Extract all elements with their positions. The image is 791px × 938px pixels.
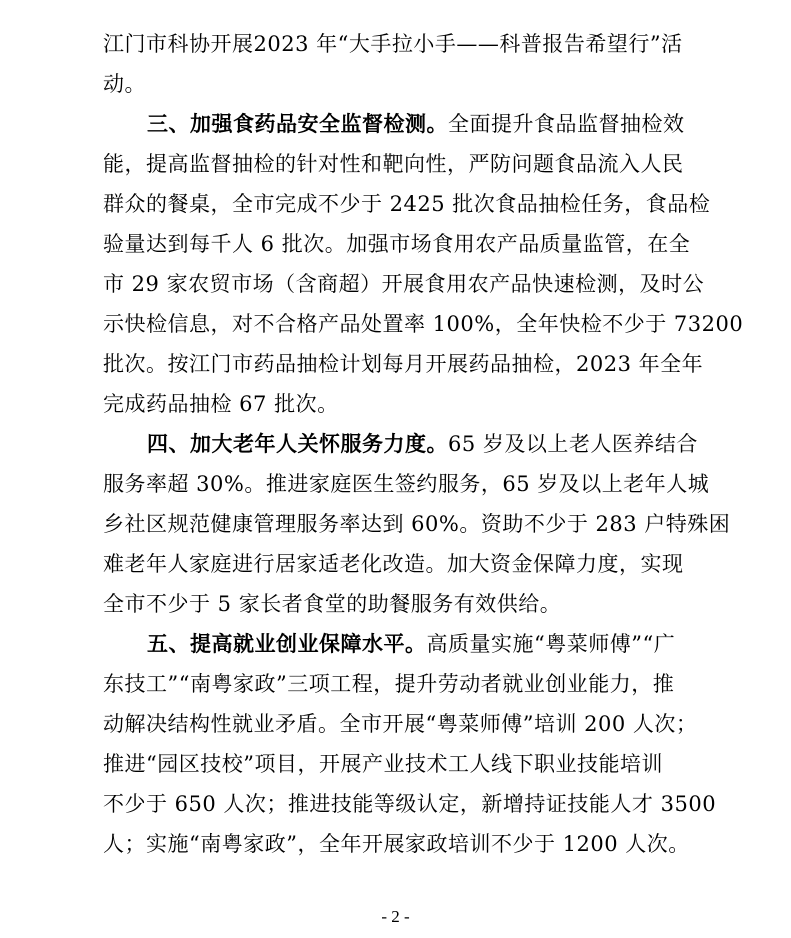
line-text: 全市不少于 5 家长者食堂的助餐服务有效供给。 <box>103 592 562 616</box>
line-text: 全面提升食品监督抽检效 <box>448 112 685 136</box>
line-text: 验量达到每千人 6 批次。加强市场食用农产品质量监管，在全 <box>103 232 691 256</box>
paragraph-line <box>103 224 690 264</box>
paragraph-line <box>103 24 683 64</box>
paragraph-line <box>103 544 684 584</box>
section-three-heading-line <box>147 104 685 144</box>
line-text: 难老年人家庭进行居家适老化改造。加大资金保障力度，实现 <box>103 552 684 576</box>
paragraph-line <box>103 504 730 544</box>
page-number: - 2 - <box>381 907 410 926</box>
line-text: 65 岁及以上老人医养结合 <box>448 432 698 456</box>
line-text: 示快检信息，对不合格产品处置率 100%，全年快检不少于 73200 <box>103 312 744 336</box>
line-text: 江门市科协开展2023 年“大手拉小手——科普报告希望行”活 <box>103 32 683 56</box>
paragraph-line <box>103 824 690 864</box>
line-text: 完成药品抽检 67 批次。 <box>103 392 339 416</box>
paragraph-line <box>103 744 663 784</box>
line-text: 动解决结构性就业矛盾。全市开展“粤菜师傅”培训 200 人次； <box>103 712 698 736</box>
line-text: 高质量实施“粤菜师傅”“广 <box>426 632 676 656</box>
line-text: 能，提高监督抽检的针对性和靶向性，严防问题食品流入人民 <box>103 152 684 176</box>
paragraph-line <box>103 184 710 224</box>
line-text: 动。 <box>103 72 146 96</box>
paragraph-line <box>103 784 716 824</box>
paragraph-line <box>103 304 743 344</box>
paragraph-line <box>103 384 339 424</box>
paragraph-line <box>103 704 697 744</box>
paragraph-line <box>103 64 146 104</box>
paragraph-line <box>103 144 684 184</box>
section-five-heading-line <box>147 624 675 664</box>
paragraph-line <box>103 344 703 384</box>
line-text: 群众的餐桌，全市完成不少于 2425 批次食品抽检任务，食品检 <box>103 192 711 216</box>
line-text: 批次。按江门市药品抽检计划每月开展药品抽检，2023 年全年 <box>103 352 704 376</box>
line-text: 市 29 家农贸市场（含商超）开展食用农产品快速检测，及时公 <box>103 272 705 296</box>
paragraph-line <box>103 584 561 624</box>
section-four-heading-line <box>147 424 698 464</box>
line-text: 乡社区规范健康管理服务率达到 60%。资助不少于 283 户特殊困 <box>103 512 731 536</box>
paragraph-line <box>103 264 704 304</box>
paragraph-line <box>103 664 674 704</box>
section-heading: 四、加大老年人关怀服务力度。 <box>147 431 448 456</box>
section-heading: 三、加强食药品安全监督检测。 <box>147 111 448 136</box>
line-text: 不少于 650 人次；推进技能等级认定，新增持证技能人才 3500 <box>103 792 717 816</box>
line-text: 服务率超 30%。推进家庭医生签约服务，65 岁及以上老年人城 <box>103 472 710 496</box>
line-text: 东技工”“南粤家政”三项工程，提升劳动者就业创业能力，推 <box>103 672 675 696</box>
paragraph-line <box>103 464 709 504</box>
line-text: 人；实施“南粤家政”，全年开展家政培训不少于 1200 人次。 <box>103 832 690 856</box>
line-text: 推进“园区技校”项目，开展产业技术工人线下职业技能培训 <box>103 752 663 776</box>
section-heading: 五、提高就业创业保障水平。 <box>147 631 427 656</box>
